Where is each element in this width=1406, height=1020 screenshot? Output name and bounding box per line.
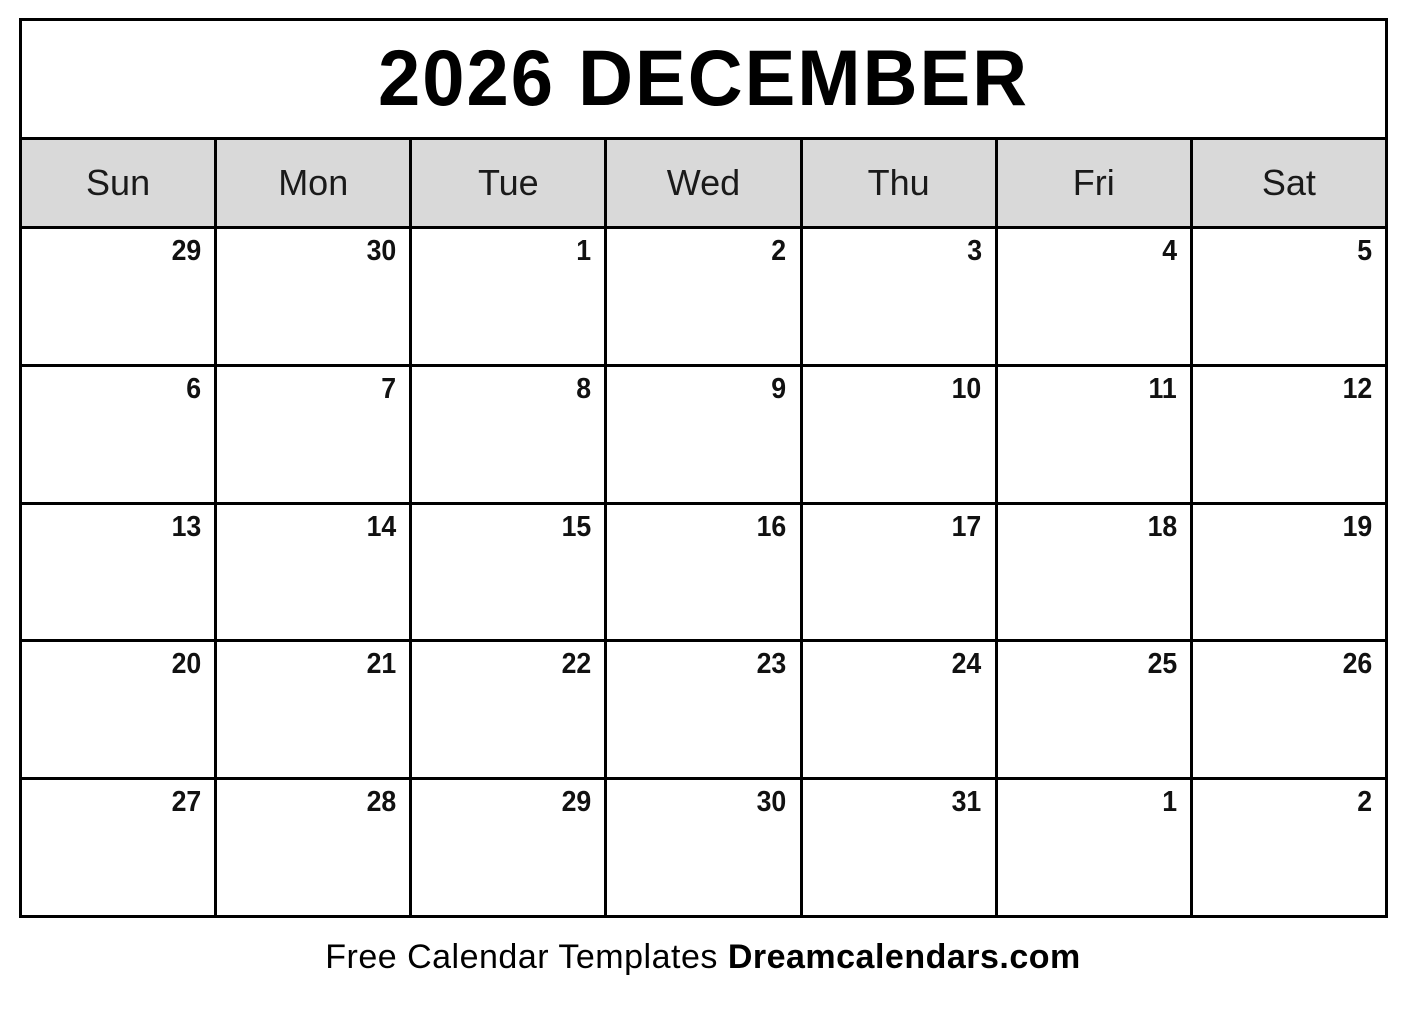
day-cell <box>803 367 995 502</box>
day-number: 8 <box>576 372 592 405</box>
day-cell <box>607 642 799 777</box>
day-number: 27 <box>171 786 202 819</box>
day-number: 23 <box>756 648 787 681</box>
day-cell <box>1193 642 1385 777</box>
weekday-header-tue: Tue <box>412 140 604 226</box>
day-cell <box>22 642 214 777</box>
week-row <box>22 642 1385 777</box>
day-number: 11 <box>1148 372 1177 405</box>
day-number: 9 <box>771 372 787 405</box>
day-cell <box>607 780 799 915</box>
day-number: 14 <box>366 510 397 543</box>
day-number: 22 <box>561 648 592 681</box>
day-number: 31 <box>952 786 982 819</box>
day-cell <box>412 367 604 502</box>
day-number: 28 <box>366 786 397 819</box>
day-cell <box>217 780 409 915</box>
weekday-header-sun: Sun <box>22 140 214 226</box>
day-cell <box>217 505 409 640</box>
day-cell <box>998 229 1190 364</box>
day-cell <box>998 367 1190 502</box>
day-cell <box>803 505 995 640</box>
calendar-grid <box>19 18 1388 918</box>
day-number: 3 <box>966 235 982 267</box>
day-cell <box>217 367 409 502</box>
day-number: 25 <box>1147 648 1177 681</box>
day-number: 19 <box>1342 510 1372 543</box>
day-cell <box>22 229 214 364</box>
day-cell <box>803 780 995 915</box>
day-cell <box>22 780 214 915</box>
day-cell <box>803 229 995 364</box>
day-number: 10 <box>952 372 982 405</box>
day-cell <box>1193 229 1385 364</box>
day-number: 29 <box>561 786 592 819</box>
weekday-header-wed: Wed <box>607 140 799 226</box>
footer-text: Free Calendar Templates <box>325 938 718 976</box>
day-number: 15 <box>561 510 592 543</box>
day-cell <box>1193 505 1385 640</box>
day-cell <box>998 642 1190 777</box>
day-cell <box>217 229 409 364</box>
weeks-container <box>22 229 1385 915</box>
day-number: 26 <box>1342 648 1372 681</box>
day-number: 6 <box>186 372 202 405</box>
day-cell <box>22 505 214 640</box>
calendar-title-bar <box>22 21 1385 137</box>
day-number: 20 <box>171 648 202 681</box>
day-number: 1 <box>1161 786 1177 819</box>
day-cell <box>998 505 1190 640</box>
calendar-title: 2026 DECEMBER <box>377 34 1030 123</box>
weekday-header-mon: Mon <box>217 140 409 226</box>
day-number: 2 <box>1357 786 1372 819</box>
day-number: 1 <box>576 235 592 267</box>
day-number: 30 <box>756 786 787 819</box>
day-number: 5 <box>1357 235 1372 267</box>
weekday-header-row <box>22 140 1385 226</box>
day-cell <box>412 505 604 640</box>
week-row <box>22 505 1385 640</box>
day-cell <box>607 229 799 364</box>
day-cell <box>803 642 995 777</box>
day-number: 4 <box>1161 235 1177 267</box>
day-number: 7 <box>381 372 397 405</box>
day-number: 29 <box>171 235 202 267</box>
day-number: 21 <box>366 648 397 681</box>
day-cell <box>998 780 1190 915</box>
day-cell <box>607 505 799 640</box>
day-number: 17 <box>952 510 982 543</box>
weekday-header-fri: Fri <box>998 140 1190 226</box>
week-row <box>22 229 1385 364</box>
footer <box>0 938 1406 977</box>
day-cell <box>22 367 214 502</box>
weekday-header-thu: Thu <box>803 140 995 226</box>
day-number: 16 <box>756 510 787 543</box>
day-number: 18 <box>1147 510 1177 543</box>
day-cell <box>1193 780 1385 915</box>
week-row <box>22 780 1385 915</box>
day-number: 2 <box>771 235 787 267</box>
day-number: 30 <box>366 235 397 267</box>
week-row <box>22 367 1385 502</box>
footer-brand: Dreamcalendars.com <box>727 938 1081 976</box>
day-cell <box>412 229 604 364</box>
day-cell <box>607 367 799 502</box>
day-cell <box>217 642 409 777</box>
day-number: 13 <box>171 510 202 543</box>
day-cell <box>1193 367 1385 502</box>
day-number: 12 <box>1342 372 1372 405</box>
day-number: 24 <box>952 648 982 681</box>
weekday-header-sat: Sat <box>1193 140 1385 226</box>
day-cell <box>412 642 604 777</box>
day-cell <box>412 780 604 915</box>
